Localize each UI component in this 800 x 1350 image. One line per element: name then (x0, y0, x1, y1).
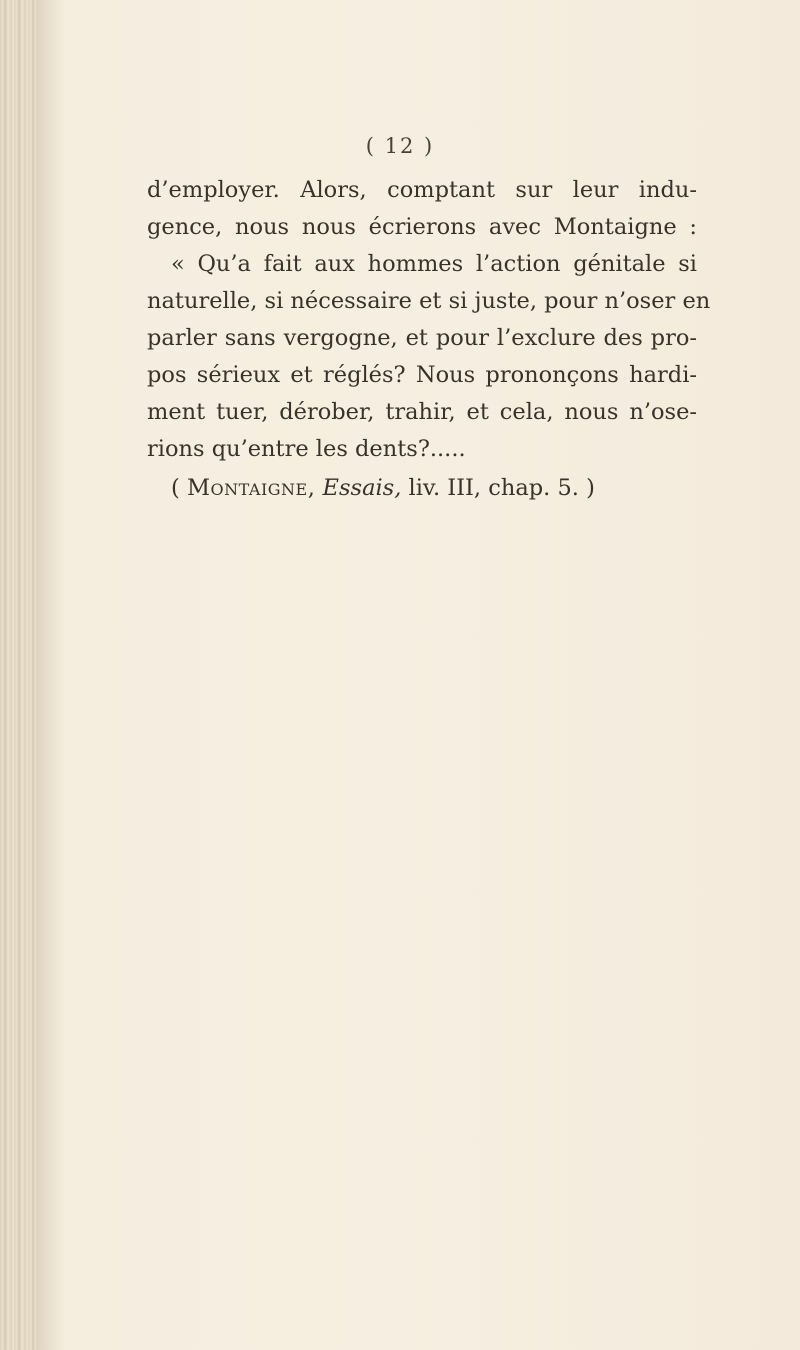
binding-edge (0, 0, 36, 1350)
text-line-2: gence, nous nous écrierons avec Montaigne : (147, 214, 697, 240)
text-line-5: parler sans vergogne, et pour l’exclure des pro- (147, 325, 697, 351)
citation-author: Montaigne, (186, 475, 316, 501)
page-number: ( 12 ) (365, 134, 435, 158)
text-line-7: ment tuer, dérober, trahir, et cela, nous n’ose- (147, 399, 697, 425)
body-text (147, 172, 711, 507)
citation-reference: liv. III, chap. 5. ) (408, 475, 595, 501)
text-line-1: d’employer. Alors, comptant sur leur indu- (147, 177, 697, 203)
text-line-8: rions qu’entre les dents?..... (147, 436, 466, 462)
citation-work: Essais, (322, 475, 402, 501)
text-line-6: pos sérieux et réglés? Nous prononçons hardi- (147, 362, 697, 388)
text-line-4: naturelle, si nécessaire et si juste, pour n’oser en (147, 288, 711, 314)
citation (147, 470, 697, 507)
binding-shadow (36, 0, 66, 1350)
citation-open-paren: ( (171, 475, 180, 501)
text-line-3: « Qu’a fait aux hommes l’action génitale si (171, 251, 697, 277)
